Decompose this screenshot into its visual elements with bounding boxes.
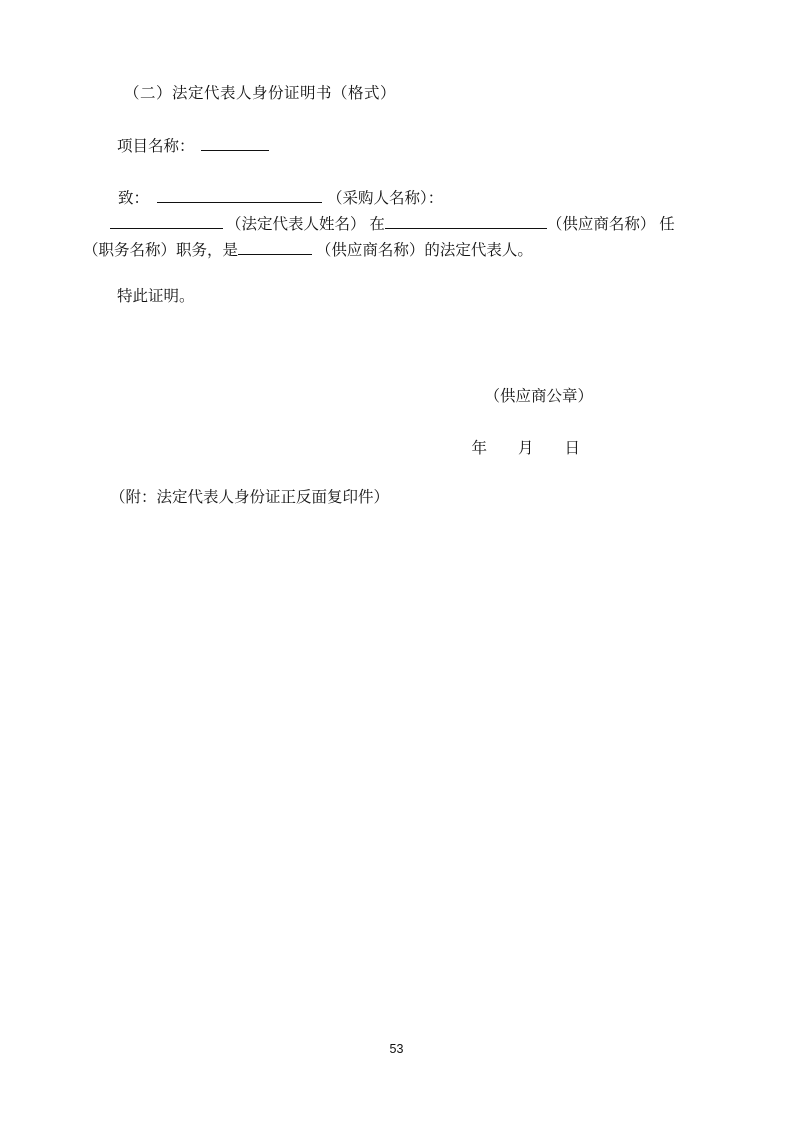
supplier-name-blank-1 [385,214,547,229]
body-line3-text2: （供应商名称）的法定代表人。 [315,242,533,259]
rep-name-blank [110,214,223,229]
salutation-line [118,186,443,208]
body-line-3 [83,238,533,260]
purchaser-name-blank [157,188,322,203]
salutation-prefix: 致： [118,190,150,207]
body-line3-text1: （职务名称）职务，是 [83,242,239,259]
supplier-name-blank-2 [238,240,312,255]
project-name-line [117,134,269,156]
body-line2-text1: （法定代表人姓名） 在 [226,216,385,233]
body-line2-text2: （供应商名称） 任 [546,216,675,233]
page-number: 53 [389,1042,404,1056]
certify-statement: 特此证明。 [117,288,195,305]
body-line-2 [110,212,675,234]
project-name-blank [201,136,269,151]
salutation-suffix: （采购人名称）： [327,190,444,207]
supplier-seal-note: （供应商公章） [484,388,593,405]
project-name-label: 项目名称： [117,138,195,155]
date-line: 年 月 日 [471,440,580,457]
attachment-note: （附：法定代表人身份证正反面复印件） [110,489,390,506]
section-heading: （二）法定代表人身份证明书（格式） [124,85,397,102]
